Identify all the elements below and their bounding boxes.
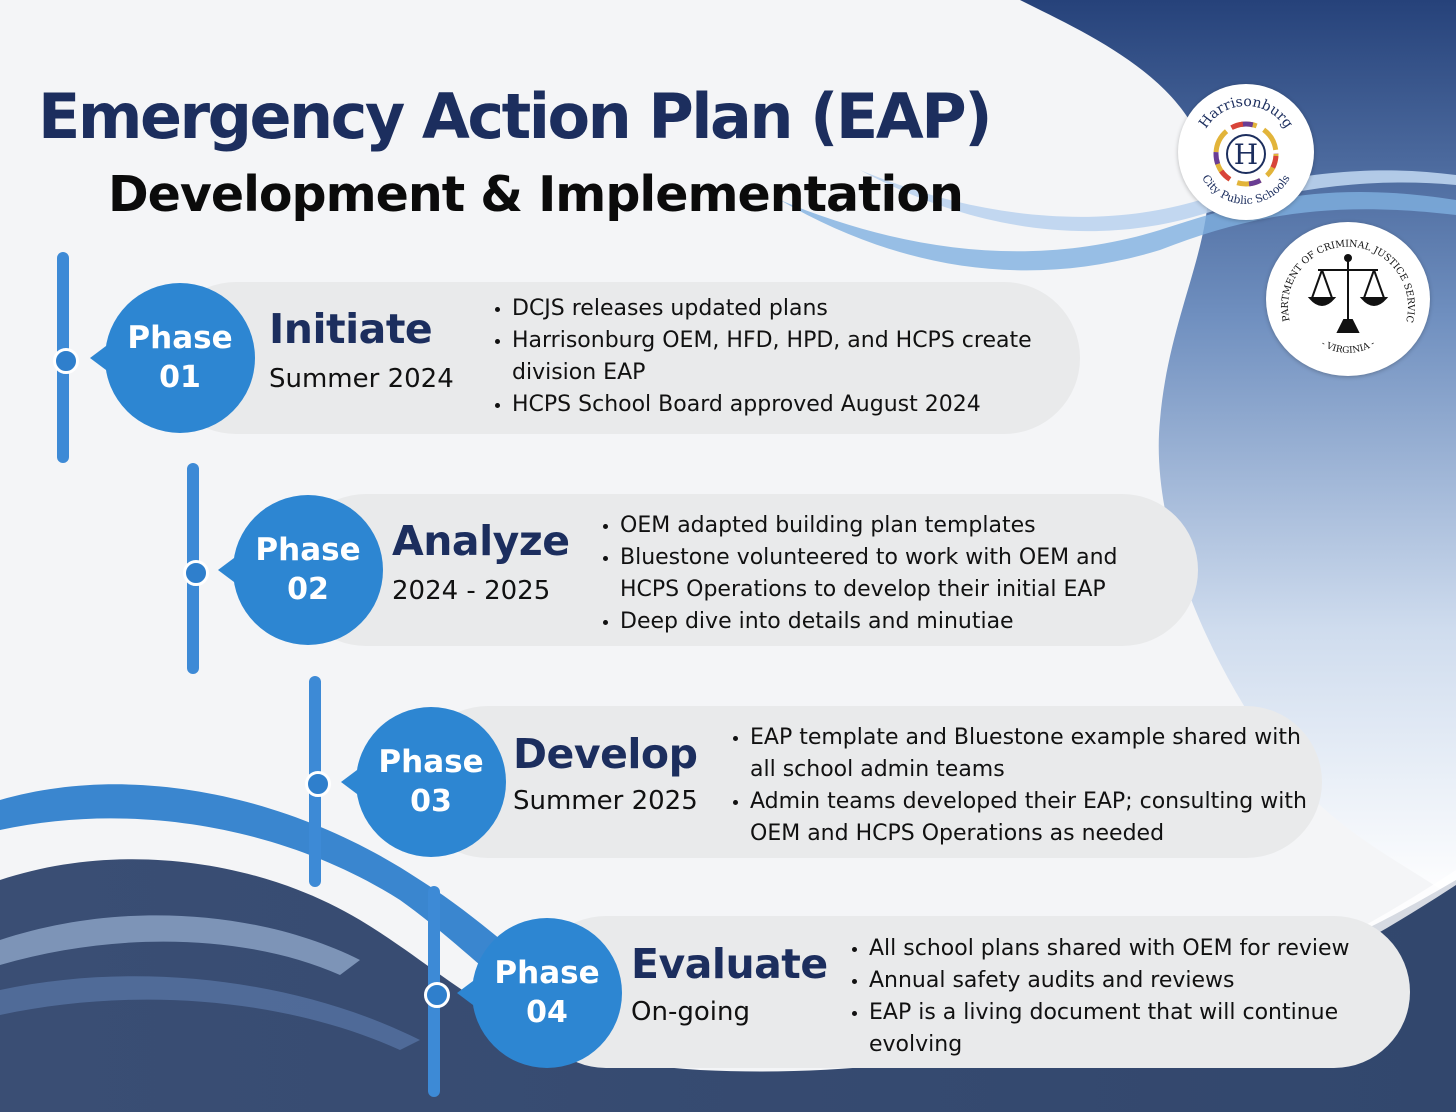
- hcps-logo: [1178, 84, 1314, 220]
- phase-date: Summer 2025: [513, 786, 698, 816]
- bullet-item: • DCJS releases updated plans: [512, 293, 1042, 325]
- timeline-dot-2: [183, 560, 209, 586]
- bullet-item: • All school plans shared with OEM for review: [869, 933, 1409, 965]
- dcjs-logo: [1266, 222, 1430, 376]
- hcps-logo-letter: H: [1233, 138, 1259, 171]
- hcps-logo-top-text: Harrisonburg: [1196, 93, 1296, 132]
- phase-number: 01: [159, 360, 201, 395]
- bullet-item: • EAP is a living document that will continue evolving: [869, 997, 1409, 1061]
- bullet-item: • Harrisonburg OEM, HFD, HPD, and HCPS create division EAP: [512, 325, 1042, 389]
- scales-of-justice-icon: [1310, 255, 1386, 332]
- timeline-dot-1: [53, 348, 79, 374]
- svg-text:City Public Schools: [1199, 172, 1293, 207]
- phase-badge-3: [356, 707, 506, 857]
- phase-bullets: [726, 722, 1310, 850]
- bullet-item: • Deep dive into details and minutiae: [620, 606, 1180, 638]
- bullet-item: • HCPS School Board approved August 2024: [512, 389, 1042, 421]
- phase-badge-1: [105, 283, 255, 433]
- phase-number: 02: [287, 572, 329, 607]
- svg-text:DEPARTMENT OF CRIMINAL JUSTICE: [1266, 222, 1416, 324]
- phase-badge-pointer: [341, 764, 365, 800]
- phase-title: Evaluate: [631, 940, 828, 988]
- phase-badge-pointer: [218, 552, 242, 588]
- bullet-item: • Annual safety audits and reviews: [869, 965, 1409, 997]
- dcjs-logo-arc-text: PARTMENT OF CRIMINAL JUSTICE SERVIC: [1279, 238, 1417, 324]
- phase-title: Initiate: [269, 305, 433, 353]
- page-title: Emergency Action Plan (EAP): [38, 80, 991, 153]
- phase-bullets: [596, 510, 1180, 638]
- phase-badge-pointer: [90, 340, 114, 376]
- bullet-item: • Admin teams developed their EAP; consulting with OEM and HCPS Operations as needed: [750, 786, 1310, 850]
- phase-word: Phase: [378, 744, 484, 780]
- phase-bullets: [845, 933, 1409, 1061]
- phase-badge-2: [233, 495, 383, 645]
- phase-badge-4: [472, 918, 622, 1068]
- phase-title: Analyze: [392, 517, 570, 565]
- phase-word: Phase: [255, 532, 361, 568]
- phase-bullets: [488, 293, 1042, 421]
- page-subtitle: Development & Implementation: [108, 166, 963, 223]
- phase-title: Develop: [513, 730, 698, 778]
- phase-date: On-going: [631, 997, 750, 1027]
- phase-word: Phase: [494, 955, 600, 991]
- bullet-item: • OEM adapted building plan templates: [620, 510, 1180, 542]
- phase-number: 04: [526, 995, 568, 1030]
- svg-text:- VIRGINIA -: [1319, 339, 1377, 356]
- phase-word: Phase: [127, 320, 233, 356]
- timeline-dot-4: [424, 982, 450, 1008]
- phase-date: 2024 - 2025: [392, 576, 551, 606]
- bullet-item: • Bluestone volunteered to work with OEM and HCPS Operations to develop their initial EAP: [620, 542, 1180, 606]
- phase-date: Summer 2024: [269, 364, 454, 394]
- phase-number: 03: [410, 784, 452, 819]
- bullet-item: • EAP template and Bluestone example shared with all school admin teams: [750, 722, 1310, 786]
- timeline-dot-3: [305, 771, 331, 797]
- dcjs-logo-bottom-text: - VIRGINIA -: [1319, 338, 1377, 356]
- phase-badge-pointer: [457, 975, 481, 1011]
- hcps-logo-bottom-text: City Public Schools: [1199, 172, 1293, 208]
